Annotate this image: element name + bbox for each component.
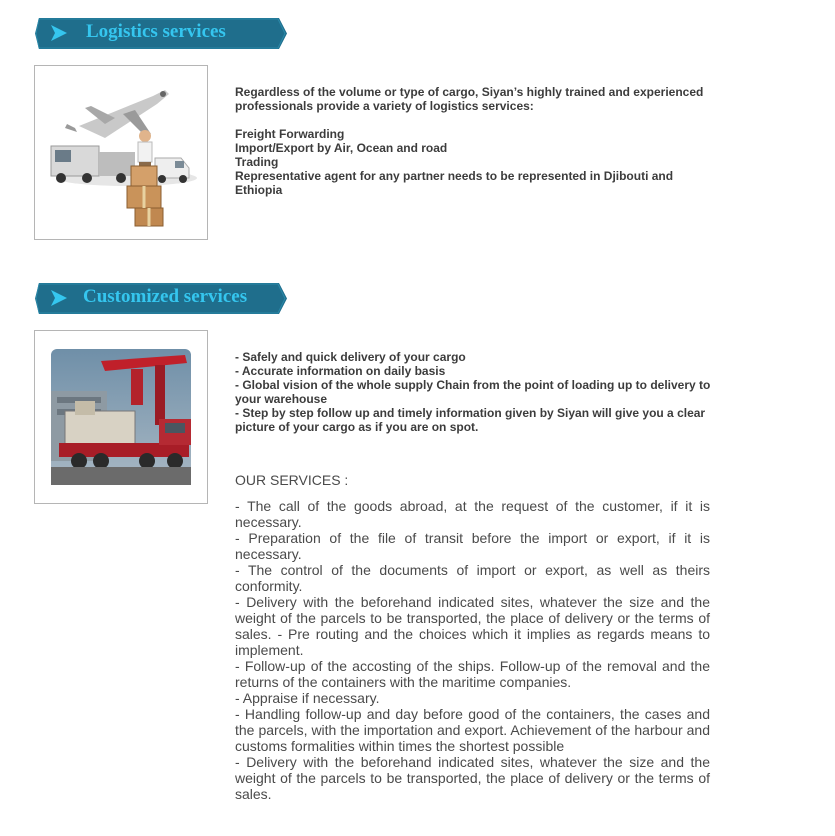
- logistics-intro: Regardless of the volume or type of cargo, Siyan’s highly trained and experienced professionals provide a variety of logistics services:: [235, 85, 704, 113]
- list-item: - Accurate information on daily basis: [235, 364, 446, 378]
- list-item: - Step by step follow up and timely information given by Siyan will give you a clear picture of your cargo as if you are on spot.: [235, 406, 706, 434]
- list-item: Import/Export by Air, Ocean and road: [235, 141, 448, 155]
- crane-truck-photo: [35, 331, 207, 503]
- list-item: Freight Forwarding: [235, 127, 345, 141]
- logistics-description: [235, 85, 713, 197]
- arrow-icon: [49, 289, 69, 307]
- logistics-services-banner: [35, 18, 287, 49]
- list-item: - Handling follow-up and day before good of the containers, the cases and the parcels, with the importation and export. Achievement of the harbour and customs formalities within times the shortest possible: [235, 706, 710, 754]
- logistics-services-title: Logistics services: [86, 21, 226, 42]
- list-item: - Preparation of the file of transit before the import or export, if it is necessary.: [235, 530, 710, 562]
- list-item: - Global vision of the whole supply Chain from the point of loading up to delivery to your warehouse: [235, 378, 711, 406]
- customized-services-title: Customized services: [83, 286, 248, 307]
- list-item: - Follow-up of the accosting of the ships. Follow-up of the removal and the returns of the containers with the maritime companies.: [235, 658, 710, 690]
- list-item: - Appraise if necessary.: [235, 690, 380, 706]
- logistics-photo: [34, 65, 208, 240]
- list-item: - Delivery with the beforehand indicated sites, whatever the size and the weight of the parcels to be transported, the place of delivery or the terms of sales.: [235, 754, 710, 802]
- customized-bullets: [235, 350, 713, 434]
- arrow-icon: [49, 24, 69, 42]
- list-item: - The control of the documents of import or export, as well as theirs conformity.: [235, 562, 710, 594]
- list-item: - Delivery with the beforehand indicated sites, whatever the size and the weight of the parcels to be transported, the place of delivery or the terms of sales. - Pre routing and the choices which it implies as regards means to implement.: [235, 594, 710, 658]
- customized-photo: [34, 330, 208, 504]
- list-item: - The call of the goods abroad, at the request of the customer, if it is necessary.: [235, 498, 710, 530]
- our-services-heading: OUR SERVICES :: [235, 472, 349, 488]
- our-services-list: [235, 498, 710, 802]
- list-item: Representative agent for any partner needs to be represented in Djibouti and Ethiopia: [235, 169, 674, 197]
- list-item: - Safely and quick delivery of your cargo: [235, 350, 466, 364]
- customized-services-banner: [35, 283, 287, 314]
- list-item: Trading: [235, 155, 279, 169]
- airplane-truck-cargo-illustration: [35, 66, 207, 239]
